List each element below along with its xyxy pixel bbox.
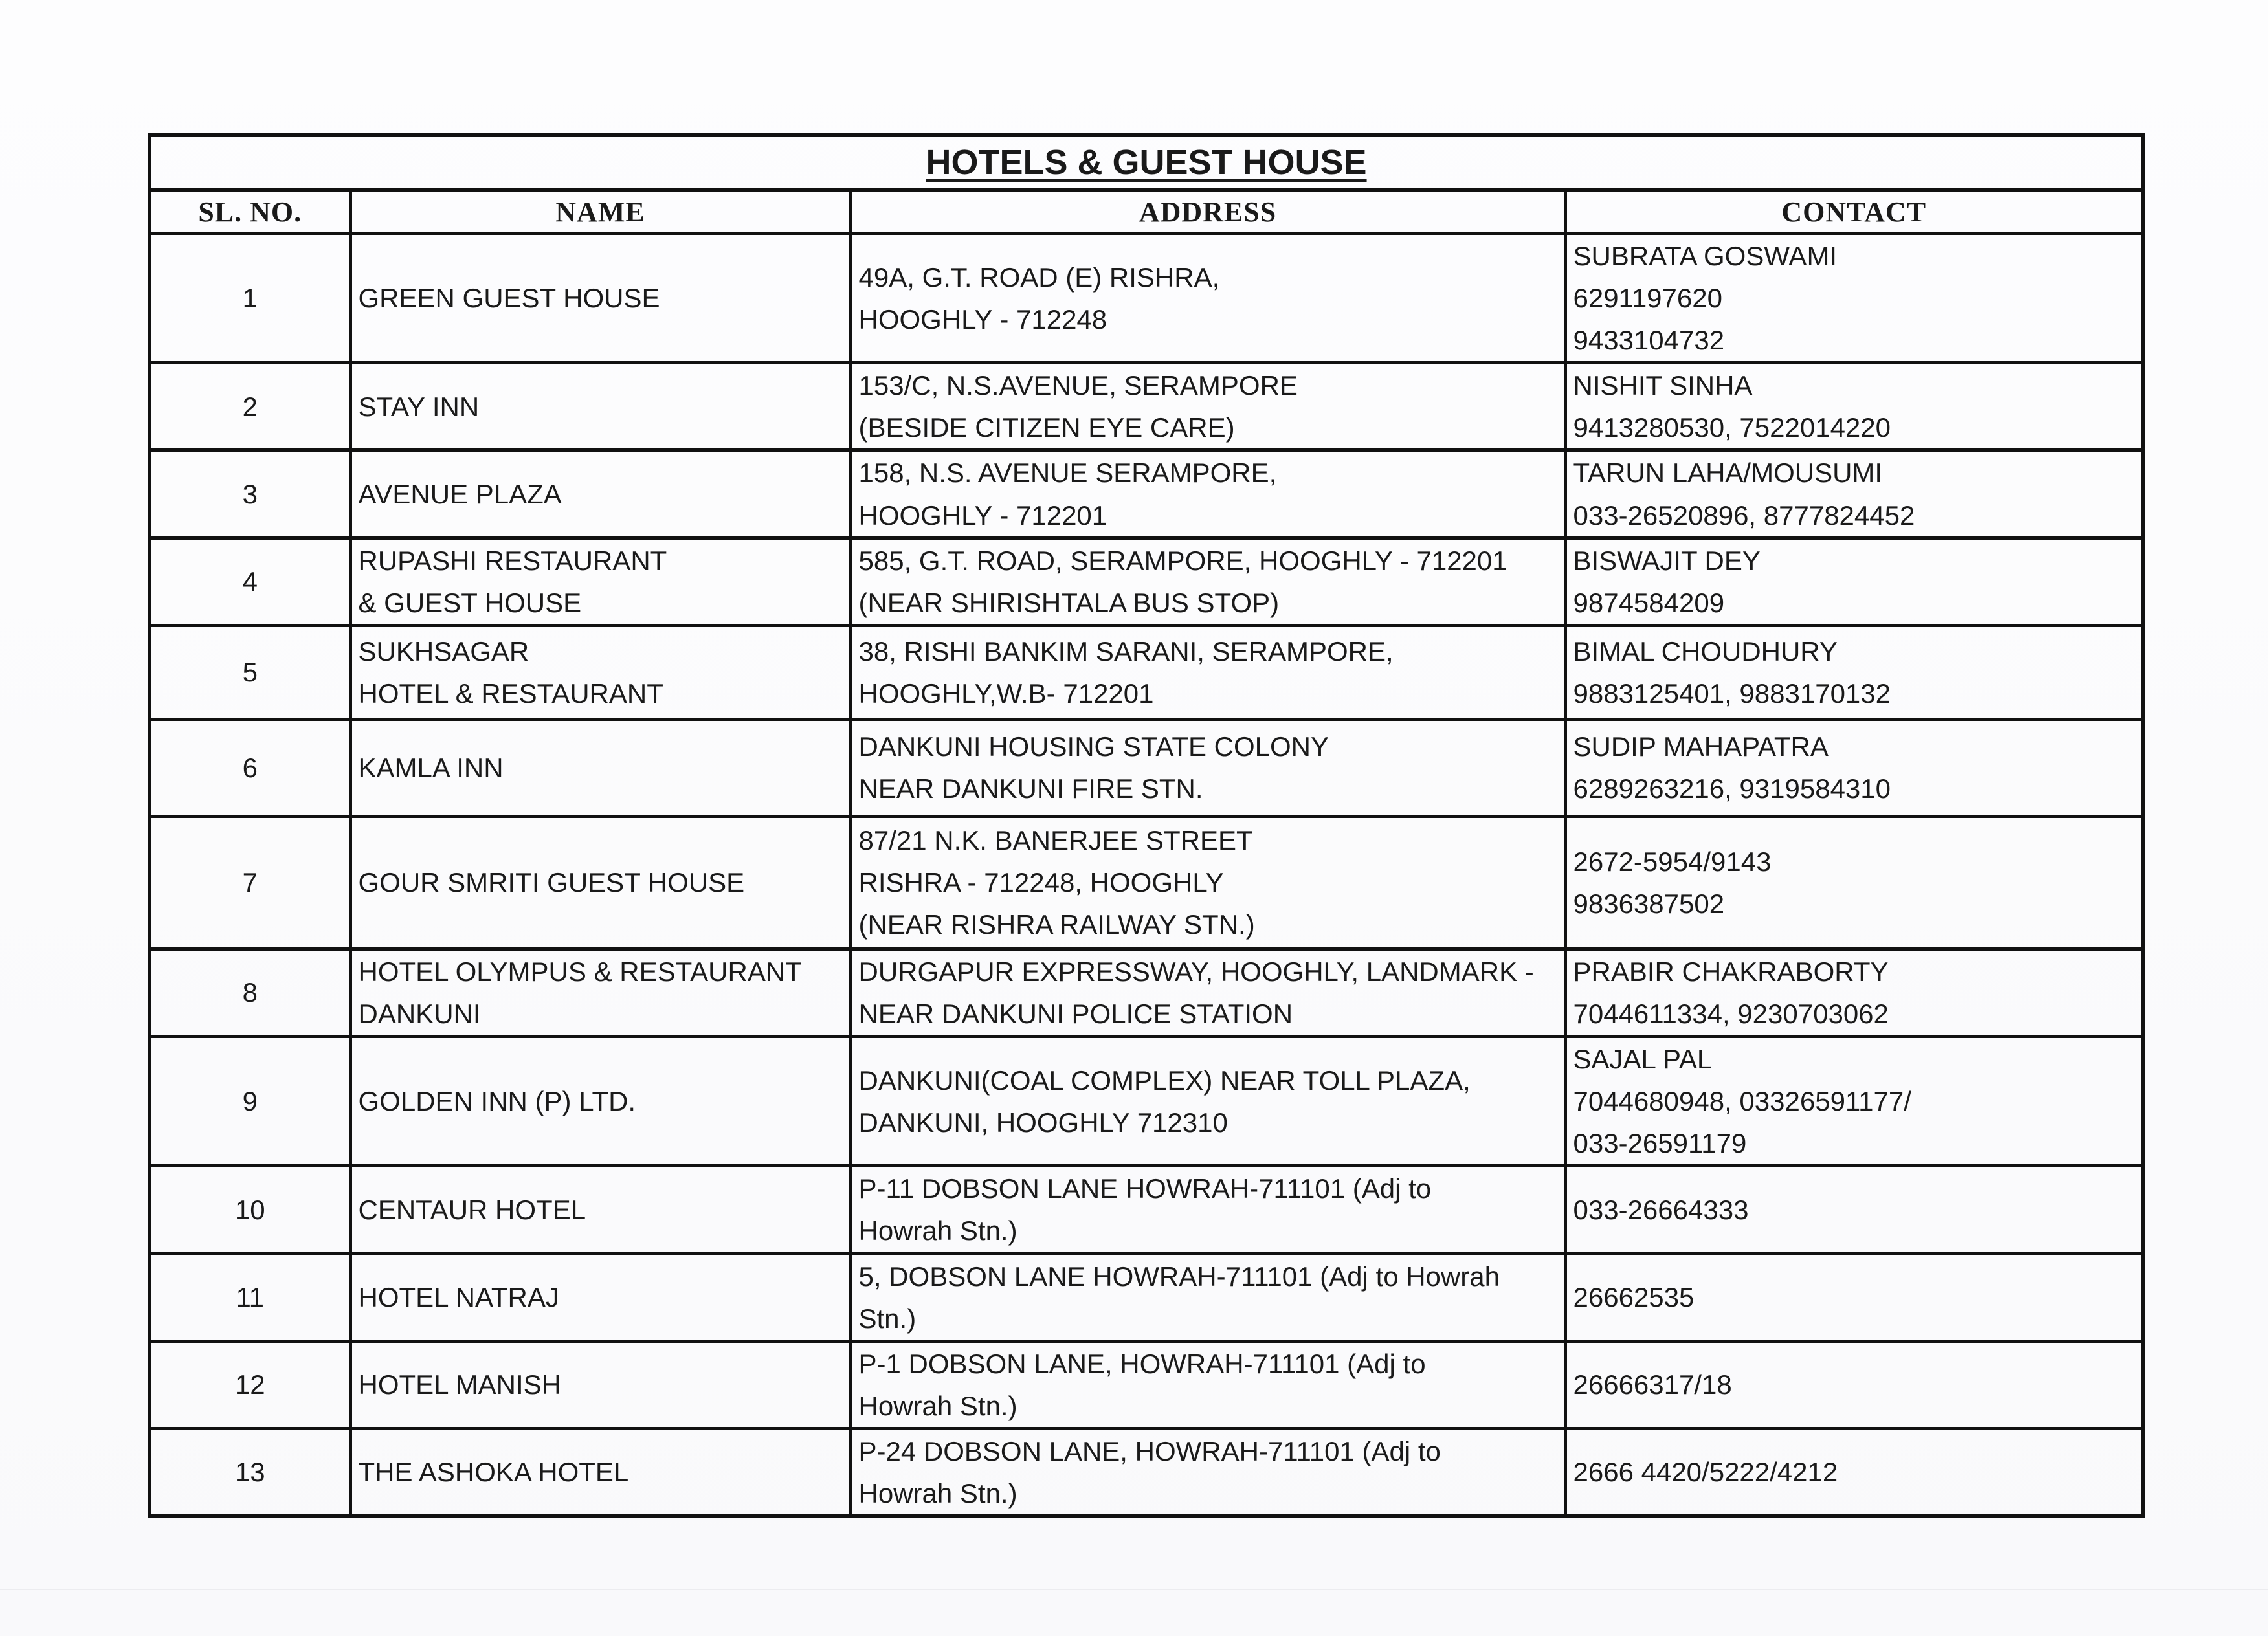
address-line: HOOGHLY - 712248 — [858, 304, 1107, 335]
contact-line: 9413280530, 7522014220 — [1573, 412, 1891, 443]
table-row — [150, 450, 2143, 538]
sl-no-cell: 7 — [150, 816, 350, 949]
name-cell — [350, 363, 850, 450]
address-line: P-11 DOBSON LANE HOWRAH-711101 (Adj to — [858, 1173, 1432, 1204]
table-row — [150, 234, 2143, 363]
address-line: 38, RISHI BANKIM SARANI, SERAMPORE, — [858, 636, 1394, 667]
column-header-name: NAME — [350, 190, 850, 234]
contact-line: BISWAJIT DEY — [1573, 545, 1761, 576]
table-row — [150, 1428, 2143, 1516]
table-row — [150, 949, 2143, 1036]
address-line: (NEAR RISHRA RAILWAY STN.) — [858, 909, 1255, 940]
address-line: DANKUNI HOUSING STATE COLONY — [858, 731, 1329, 762]
contact-line: PRABIR CHAKRABORTY — [1573, 956, 1889, 987]
contact-cell — [1565, 1166, 2143, 1254]
name-line: KAMLA INN — [358, 752, 504, 783]
title-row — [150, 135, 2143, 190]
contact-line: 033-26664333 — [1573, 1194, 1749, 1225]
name-cell — [350, 234, 850, 363]
name-line: GOUR SMRITI GUEST HOUSE — [358, 867, 745, 898]
sl-no-cell: 5 — [150, 625, 350, 719]
sl-no-cell: 8 — [150, 949, 350, 1036]
address-line: Howrah Stn.) — [858, 1477, 1017, 1509]
contact-cell — [1565, 719, 2143, 816]
contact-line: BIMAL CHOUDHURY — [1573, 636, 1838, 667]
contact-cell — [1565, 363, 2143, 450]
contact-line: 2666 4420/5222/4212 — [1573, 1457, 1838, 1488]
address-line: NEAR DANKUNI FIRE STN. — [858, 773, 1203, 804]
sl-no-cell: 13 — [150, 1428, 350, 1516]
contact-line: 9883125401, 9883170132 — [1573, 678, 1891, 709]
address-line: 585, G.T. ROAD, SERAMPORE, HOOGHLY - 712201 — [858, 545, 1507, 576]
name-cell — [350, 1341, 850, 1428]
address-cell — [850, 363, 1565, 450]
sl-no-cell: 1 — [150, 234, 350, 363]
contact-cell — [1565, 1341, 2143, 1428]
table-row — [150, 625, 2143, 719]
address-line: (BESIDE CITIZEN EYE CARE) — [858, 412, 1235, 443]
contact-cell — [1565, 450, 2143, 538]
name-cell — [350, 816, 850, 949]
address-cell — [850, 450, 1565, 538]
sl-no-cell: 10 — [150, 1166, 350, 1254]
address-line: NEAR DANKUNI POLICE STATION — [858, 998, 1293, 1029]
scan-edge-line — [0, 1589, 2268, 1590]
table-row — [150, 1166, 2143, 1254]
address-cell — [850, 1254, 1565, 1341]
name-line: DANKUNI — [358, 998, 481, 1029]
address-line: DANKUNI, HOOGHLY 712310 — [858, 1107, 1228, 1138]
address-cell — [850, 1037, 1565, 1166]
table-body — [150, 234, 2143, 1517]
address-cell — [850, 816, 1565, 949]
sl-no-cell: 4 — [150, 538, 350, 625]
name-line: STAY INN — [358, 391, 480, 422]
column-header-contact: CONTACT — [1565, 190, 2143, 234]
contact-line: 033-26520896, 8777824452 — [1573, 500, 1915, 531]
name-line: CENTAUR HOTEL — [358, 1194, 586, 1225]
address-line: 153/C, N.S.AVENUE, SERAMPORE — [858, 370, 1298, 401]
contact-line: 9836387502 — [1573, 888, 1725, 919]
name-cell — [350, 1428, 850, 1516]
contact-cell — [1565, 234, 2143, 363]
contact-line: 033-26591179 — [1573, 1128, 1747, 1159]
table-row — [150, 719, 2143, 816]
address-line: Howrah Stn.) — [858, 1390, 1017, 1421]
sl-no-cell: 12 — [150, 1341, 350, 1428]
address-line: HOOGHLY - 712201 — [858, 500, 1107, 531]
name-line: HOTEL MANISH — [358, 1369, 561, 1400]
name-line: HOTEL & RESTAURANT — [358, 678, 663, 709]
name-line: RUPASHI RESTAURANT — [358, 545, 667, 576]
address-cell — [850, 719, 1565, 816]
contact-cell — [1565, 1037, 2143, 1166]
address-line: 49A, G.T. ROAD (E) RISHRA, — [858, 261, 1220, 293]
contact-line: TARUN LAHA/MOUSUMI — [1573, 458, 1883, 489]
header-row — [150, 190, 2143, 234]
table-row — [150, 363, 2143, 450]
contact-line: NISHIT SINHA — [1573, 370, 1753, 401]
sl-no-cell: 2 — [150, 363, 350, 450]
address-cell — [850, 1428, 1565, 1516]
sl-no-cell: 11 — [150, 1254, 350, 1341]
contact-line: SUDIP MAHAPATRA — [1573, 731, 1829, 762]
contact-line: 9874584209 — [1573, 587, 1725, 618]
address-line: Stn.) — [858, 1303, 917, 1334]
contact-line: 6289263216, 9319584310 — [1573, 773, 1891, 804]
address-cell — [850, 949, 1565, 1036]
name-line: SUKHSAGAR — [358, 636, 529, 667]
name-line: & GUEST HOUSE — [358, 587, 582, 618]
contact-cell — [1565, 538, 2143, 625]
contact-line: 7044680948, 03326591177/ — [1573, 1086, 1911, 1117]
address-cell — [850, 1341, 1565, 1428]
address-line: RISHRA - 712248, HOOGHLY — [858, 867, 1224, 898]
contact-cell — [1565, 1254, 2143, 1341]
name-line: HOTEL NATRAJ — [358, 1282, 559, 1313]
contact-line: SAJAL PAL — [1573, 1044, 1713, 1075]
address-line: 5, DOBSON LANE HOWRAH-711101 (Adj to Howrah — [858, 1261, 1500, 1292]
name-cell — [350, 1166, 850, 1254]
address-line: DURGAPUR EXPRESSWAY, HOOGHLY, LANDMARK - — [858, 956, 1534, 987]
name-cell — [350, 1254, 850, 1341]
name-cell — [350, 538, 850, 625]
address-line: P-24 DOBSON LANE, HOWRAH-711101 (Adj to — [858, 1435, 1441, 1466]
table-row — [150, 1254, 2143, 1341]
sl-no-cell: 6 — [150, 719, 350, 816]
address-line: 87/21 N.K. BANERJEE STREET — [858, 825, 1253, 856]
name-cell — [350, 1037, 850, 1166]
contact-cell — [1565, 816, 2143, 949]
contact-line: 6291197620 — [1573, 283, 1722, 314]
table-row — [150, 1341, 2143, 1428]
address-cell — [850, 538, 1565, 625]
table-row — [150, 538, 2143, 625]
contact-line: 7044611334, 9230703062 — [1573, 998, 1889, 1029]
table-row — [150, 1037, 2143, 1166]
name-cell — [350, 949, 850, 1036]
contact-line: 9433104732 — [1573, 325, 1725, 356]
table-title-cell — [150, 135, 2143, 190]
contact-cell — [1565, 949, 2143, 1036]
column-header-address: ADDRESS — [850, 190, 1565, 234]
contact-cell — [1565, 625, 2143, 719]
address-cell — [850, 1166, 1565, 1254]
contact-line: 2672-5954/9143 — [1573, 846, 1772, 877]
name-cell — [350, 625, 850, 719]
contact-cell — [1565, 1428, 2143, 1516]
name-line: HOTEL OLYMPUS & RESTAURANT — [358, 956, 802, 987]
address-cell — [850, 234, 1565, 363]
sl-no-cell: 3 — [150, 450, 350, 538]
address-line: (NEAR SHIRISHTALA BUS STOP) — [858, 587, 1280, 618]
column-header-sl-no: SL. NO. — [150, 190, 350, 234]
contact-line: 26662535 — [1573, 1282, 1695, 1313]
sl-no-cell: 9 — [150, 1037, 350, 1166]
hotels-table — [148, 133, 2145, 1518]
address-line: P-1 DOBSON LANE, HOWRAH-711101 (Adj to — [858, 1348, 1426, 1379]
name-line: THE ASHOKA HOTEL — [358, 1457, 629, 1488]
address-cell — [850, 625, 1565, 719]
name-line: GOLDEN INN (P) LTD. — [358, 1086, 636, 1117]
contact-line: 26666317/18 — [1573, 1369, 1732, 1400]
name-line: GREEN GUEST HOUSE — [358, 283, 660, 314]
address-line: DANKUNI(COAL COMPLEX) NEAR TOLL PLAZA, — [858, 1065, 1471, 1096]
contact-line: SUBRATA GOSWAMI — [1573, 241, 1838, 271]
address-line: HOOGHLY,W.B- 712201 — [858, 678, 1154, 709]
name-line: AVENUE PLAZA — [358, 479, 562, 510]
table-title: HOTELS & GUEST HOUSE — [926, 143, 1367, 182]
name-cell — [350, 719, 850, 816]
address-line: 158, N.S. AVENUE SERAMPORE, — [858, 458, 1277, 489]
name-cell — [350, 450, 850, 538]
address-line: Howrah Stn.) — [858, 1215, 1017, 1246]
table-row — [150, 816, 2143, 949]
